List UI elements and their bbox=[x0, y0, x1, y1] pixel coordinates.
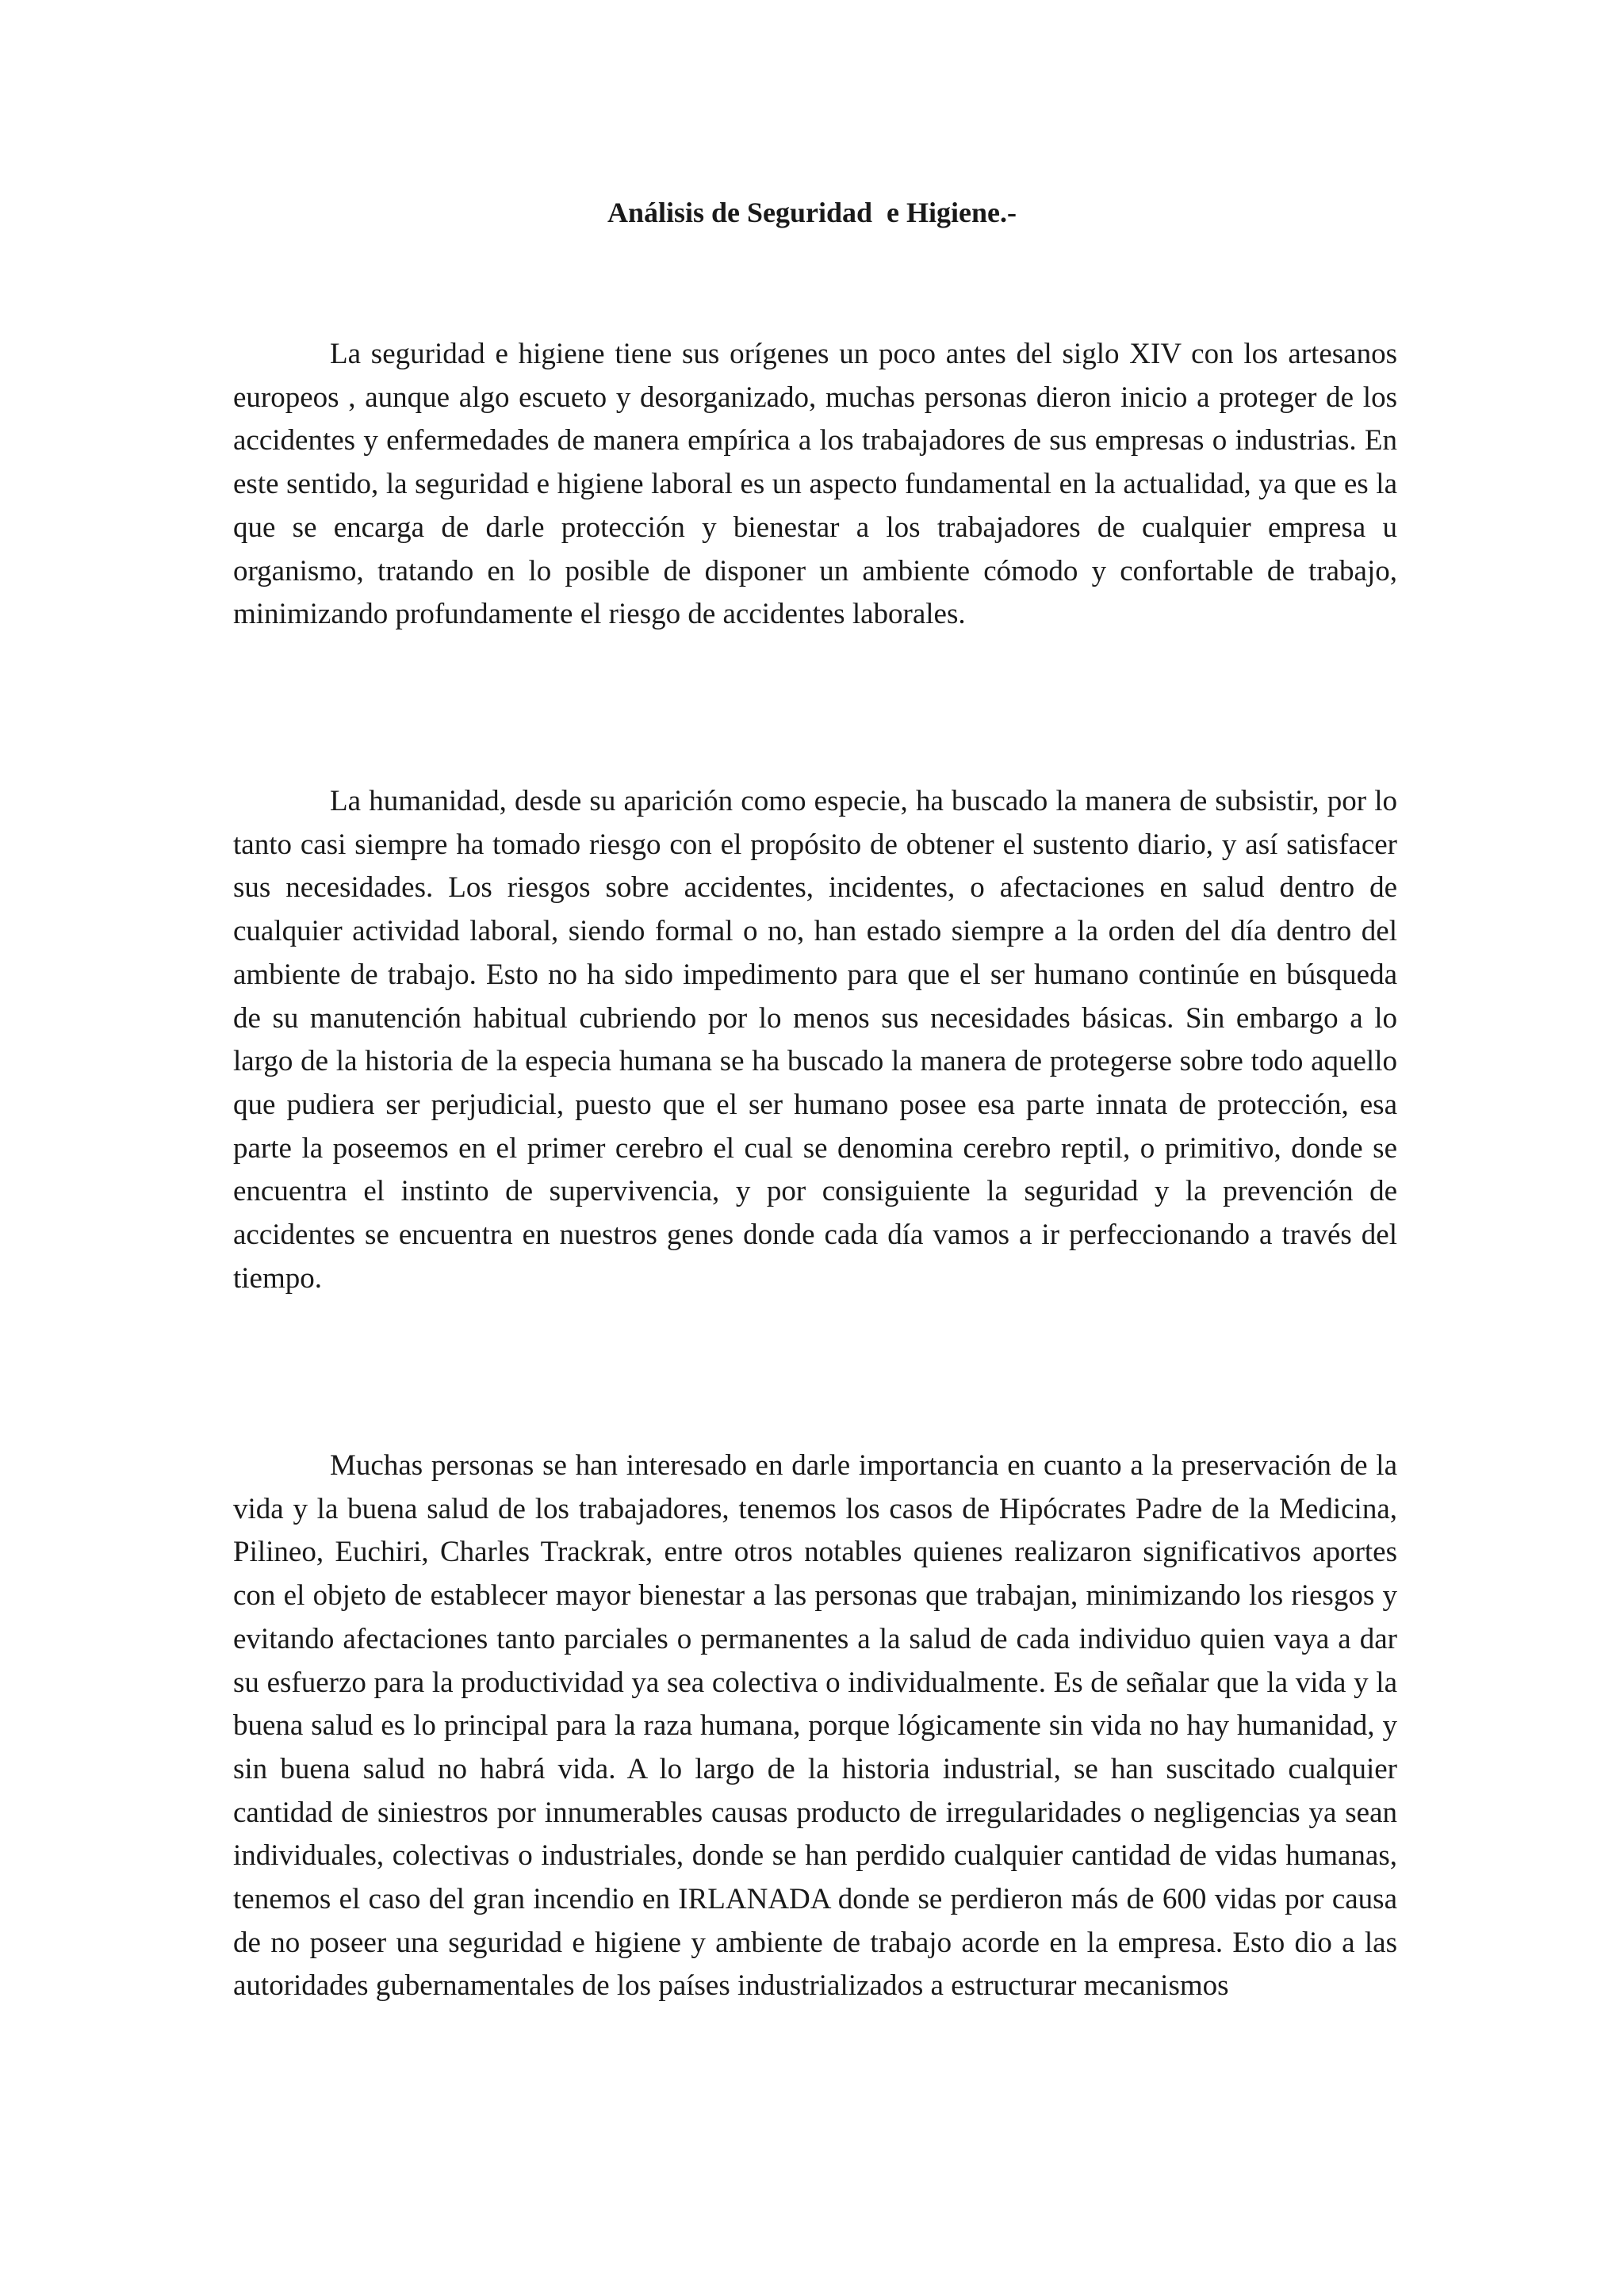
paragraph-contributors: Muchas personas se han interesado en darle importancia en cuanto a la preservación de la vida y la buena salud de los trabajadores, tenemos los casos de Hipócrates Padre de la Medicina, Pilineo, Euchiri, Charles Trackrak, entre otros notables quienes realizaron significativos aportes con el objeto de establecer mayor bienestar a las personas que trabajan, minimizando los riesgos y evitando afectaciones tanto parciales o permanentes a la salud de cada individuo quien vaya a dar su esfuerzo para la productividad ya sea colectiva o individualmente. Es de señalar que la vida y la buena salud es lo principal para la raza humana, porque lógicamente sin vida no hay humanidad, y sin buena salud no habrá vida. A lo largo de la historia industrial, se han suscitado cualquier cantidad de siniestros por innumerables causas producto de irregularidades o negligencias ya sean individuales, colectivas o industriales, donde se han perdido cualquier cantidad de vidas humanas, tenemos el caso del gran incendio en IRLANADA donde se perdieron más de 600 vidas por causa de no poseer una seguridad e higiene y ambiente de trabajo acorde en la empresa. Esto dio a las autoridades gubernamentales de los países industrializados a estructurar mecanismos bbox=[233, 1449, 1397, 2003]
paragraph-origins: La seguridad e higiene tiene sus orígenes un poco antes del siglo XIV con los artesanos europeos , aunque algo escueto y desorganizado, muchas personas dieron inicio a proteger de los accidentes y enfermedades de manera empírica a los trabajadores de sus empresas o industrias. En este sentido, la seguridad e higiene laboral es un aspecto fundamental en la actualidad, ya que es la que se encarga de darle protección y bienestar a los trabajadores de cualquier empresa u organismo, tratando en lo posible de disponer un ambiente cómodo y confortable de trabajo, minimizando profundamente el riesgo de accidentes laborales. bbox=[233, 338, 1397, 631]
document-title: Análisis de Seguridad e Higiene.- bbox=[607, 197, 1017, 228]
paragraph-humanity: La humanidad, desde su aparición como especie, ha buscado la manera de subsistir, por lo tanto casi siempre ha tomado riesgo con el propósito de obtener el sustento diario, y así satisfacer sus necesidades. Los riesgos sobre accidentes, incidentes, o afectaciones en salud dentro de cualquier actividad laboral, siendo formal o no, han estado siempre a la orden del día dentro del ambiente de trabajo. Esto no ha sido impedimento para que el ser humano continúe en búsqueda de su manutención habitual cubriendo por lo menos sus necesidades básicas. Sin embargo a lo largo de la historia de la especia humana se ha buscado la manera de protegerse sobre todo aquello que pudiera ser perjudicial, puesto que el ser humano posee esa parte innata de protección, esa parte la poseemos en el primer cerebro el cual se denomina cerebro reptil, o primitivo, donde se encuentra el instinto de supervivencia, y por consiguiente la seguridad y la prevención de accidentes se encuentra en nuestros genes donde cada día vamos a ir perfeccionando a través del tiempo. bbox=[233, 785, 1397, 1295]
